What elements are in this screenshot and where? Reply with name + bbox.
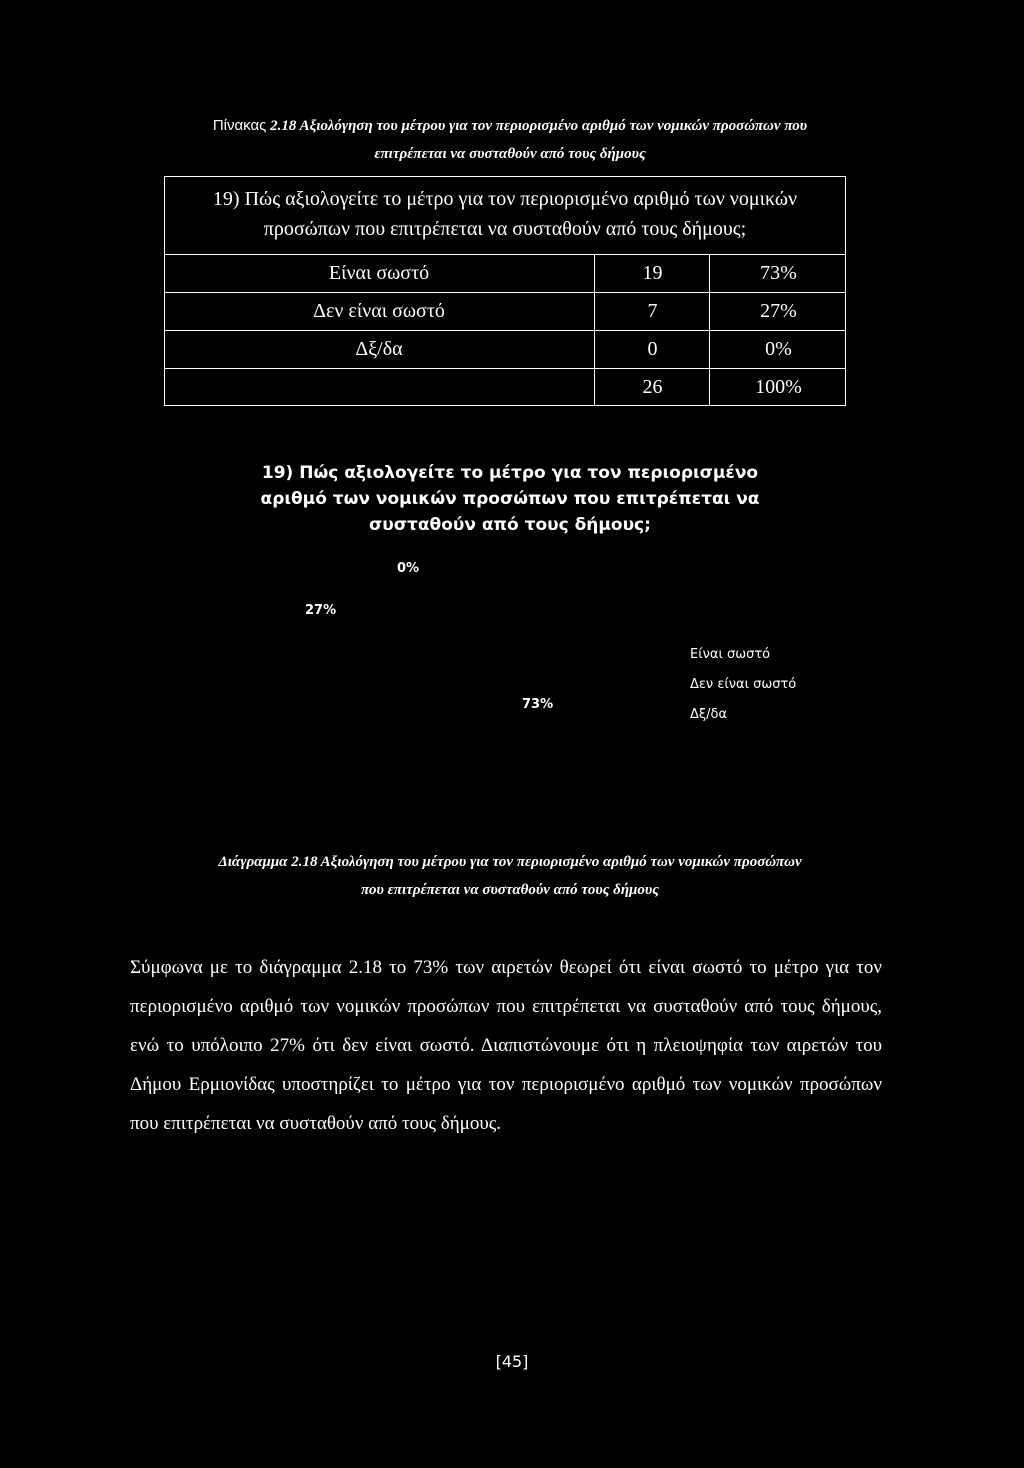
row-label: Είναι σωστό — [328, 262, 430, 284]
table-caption-text: 2.18 Αξιολόγηση του μέτρου για τον περιορισμένο αριθμό των νομικών προσώπων που — [270, 118, 808, 134]
table-caption-label: Πίνακας — [212, 117, 267, 134]
legend-item — [690, 700, 796, 730]
legend-item — [690, 640, 796, 670]
figure-caption-label: Διάγραμμα — [218, 854, 288, 870]
figure-caption-text: 2.18 Αξιολόγηση του μέτρου για τον περιορισμένο αριθμό των νομικών προσώπων — [291, 854, 802, 870]
table-caption — [130, 112, 890, 168]
data-label-den-einai-sosto: 27% — [305, 603, 337, 618]
table-question — [164, 184, 846, 244]
row-percent: 73% — [709, 254, 847, 292]
data-label-einai-sosto: 73% — [522, 697, 554, 712]
table-row-total — [164, 368, 846, 406]
page-number: [45] — [495, 1352, 529, 1371]
legend-item — [690, 670, 796, 700]
chart-title-line1: 19) Πώς αξιολογείτε το μέτρο για τον περιορισμένο — [261, 463, 759, 483]
legend-label: Είναι σωστό — [690, 647, 771, 662]
figure-caption-line1 — [130, 848, 890, 876]
table-caption-line1 — [130, 112, 890, 140]
figure-caption — [130, 848, 890, 904]
table-caption-line2: επιτρέπεται να συσταθούν από τους δήμους — [374, 146, 646, 162]
row-count: 19 — [594, 254, 710, 292]
legend-label: Δεν είναι σωστό — [690, 677, 797, 692]
row-percent: 100% — [709, 368, 847, 406]
legend-label: Δξ/δα — [690, 707, 728, 722]
body-paragraph: Σύμφωνα με το διάγραμμα 2.18 το 73% των αιρετών θεωρεί ότι είναι σωστό το μέτρο για τον περιορισμένο αριθμό των νομικών προσώπων που επιτρέπεται να συσταθούν από τους δήμους, ενώ το υπόλοιπο 27% ότι δεν είναι σωστό. Διαπιστώνουμε ότι η πλειοψηφία των αιρετών του Δήμου Ερμιονίδας υποστηρίζει το μέτρο για τον περιορισμένο αριθμό των νομικών προσώπων που επιτρέπεται να συσταθούν από τους δήμους. — [130, 957, 882, 1134]
row-label: Δεν είναι σωστό — [313, 300, 445, 322]
row-count: 0 — [594, 330, 710, 368]
row-percent: 0% — [709, 330, 847, 368]
chart-title — [250, 460, 770, 538]
data-label-dxda: 0% — [397, 561, 420, 576]
row-label: Δξ/δα — [355, 338, 403, 360]
table-question-line1: 19) Πώς αξιολογείτε το μέτρο για τον περιορισμένο αριθμό των νομικών — [212, 188, 798, 210]
chart-title-line2: αριθμό των νομικών προσώπων που επιτρέπεται να — [260, 489, 760, 509]
figure-caption-line2: που επιτρέπεται να συσταθούν από τους δήμους — [361, 882, 659, 898]
table-row — [164, 330, 846, 368]
row-count: 7 — [594, 292, 710, 330]
table-row — [164, 254, 846, 292]
row-count: 26 — [594, 368, 710, 406]
chart-title-line3: συσταθούν από τους δήμους; — [369, 515, 651, 535]
table-row — [164, 292, 846, 330]
chart-legend — [690, 640, 796, 730]
row-label — [164, 368, 594, 406]
table-question-line2: προσώπων που επιτρέπεται να συσταθούν από τους δήμους; — [263, 218, 747, 240]
row-percent: 27% — [709, 292, 847, 330]
